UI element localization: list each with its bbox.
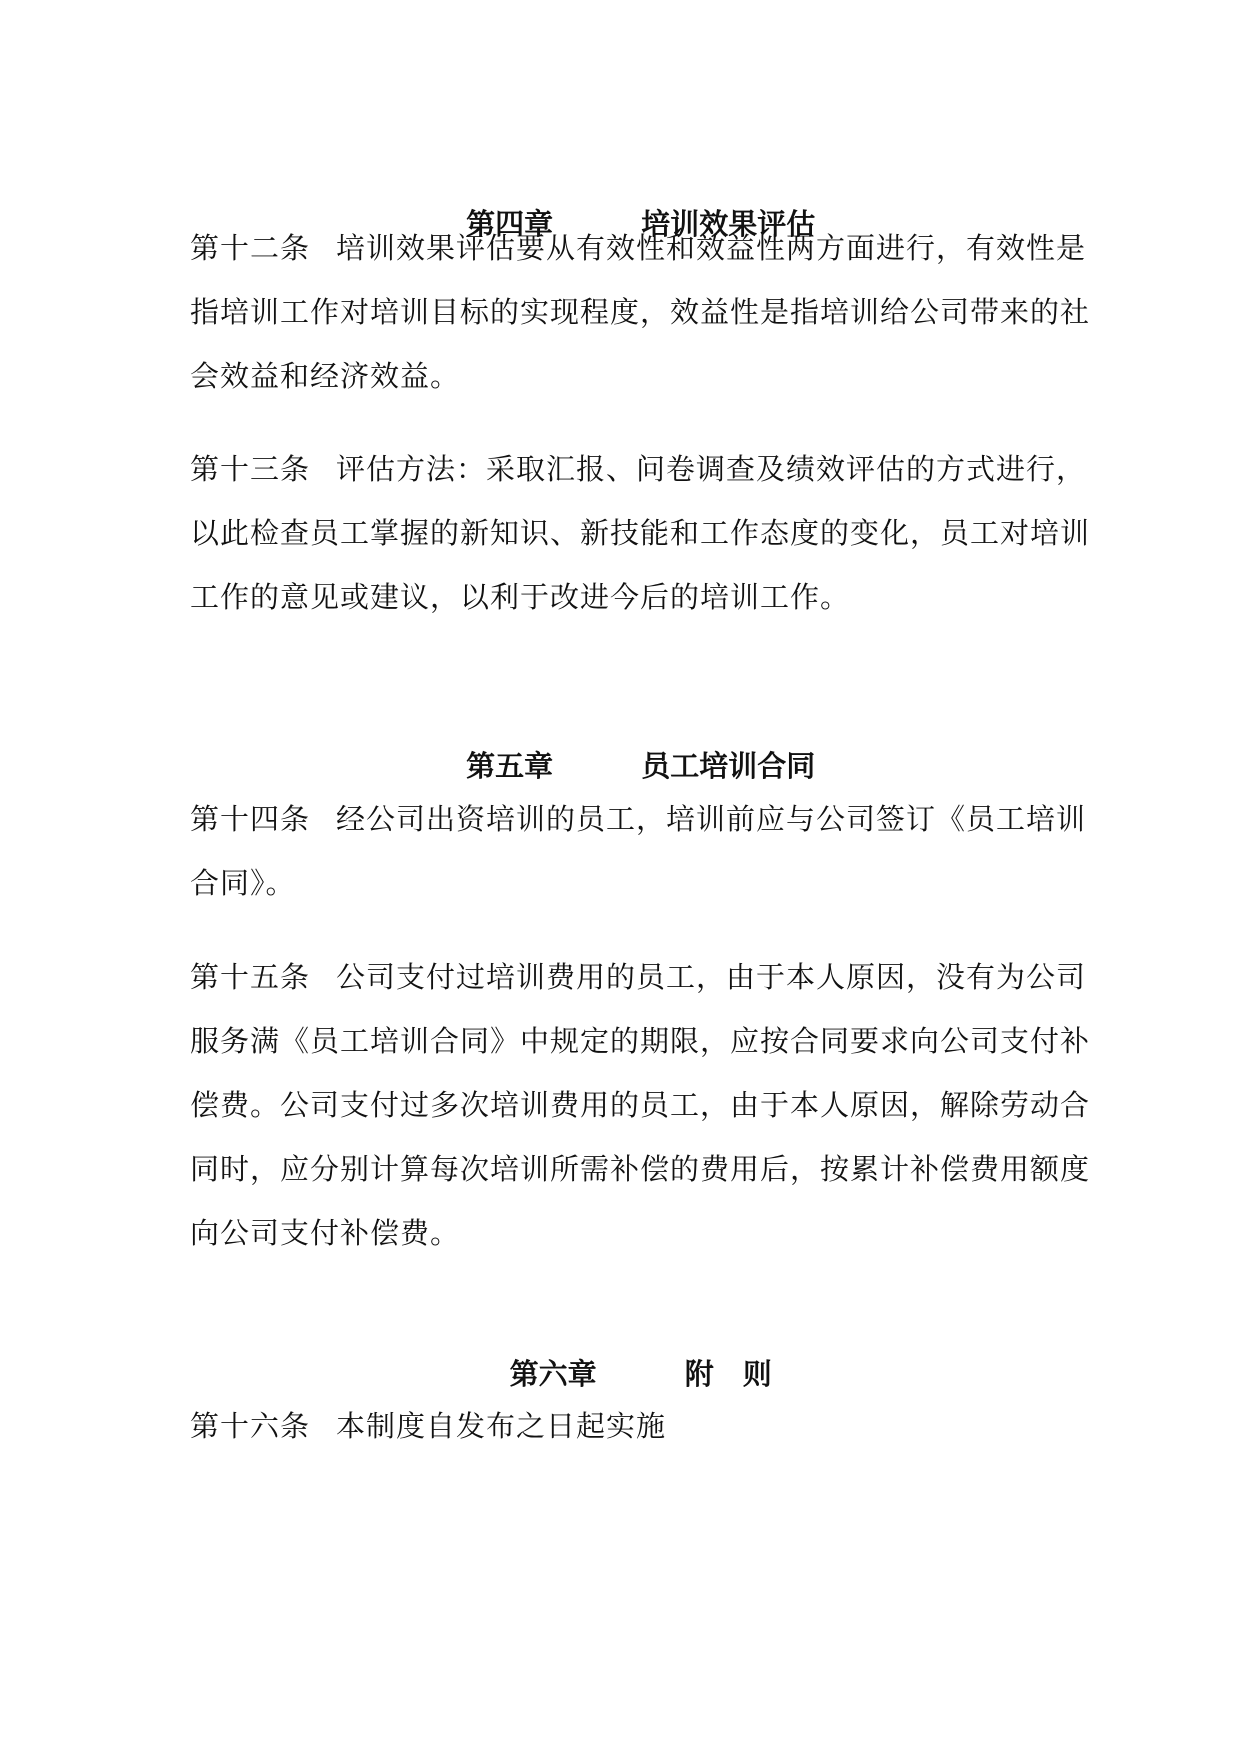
article-16 [190, 1394, 1070, 1458]
article-12 [190, 216, 1091, 408]
article-line: 工作的意见或建议，以利于改进今后的培训工作。 [190, 580, 851, 614]
article-label: 第十六条 [190, 1409, 311, 1443]
chapter-title: 培训效果评估 [641, 207, 816, 241]
article-label: 第十二条 [190, 231, 311, 265]
article-14 [190, 787, 1087, 915]
chapter-number: 第四章 [466, 207, 554, 241]
chapter-number: 第六章 [509, 1357, 597, 1391]
chapter-number: 第五章 [466, 749, 554, 783]
article-label: 第十三条 [190, 452, 311, 486]
article-label: 第十四条 [190, 802, 311, 836]
article-15 [190, 945, 1091, 1265]
article-line: 经公司出资培训的员工，培训前应与公司签订《员工培训 [336, 802, 1087, 836]
article-line: 会效益和经济效益。 [190, 359, 461, 393]
article-line: 偿费。公司支付过多次培训费用的员工，由于本人原因，解除劳动合 [190, 1088, 1091, 1122]
article-label: 第十五条 [190, 960, 311, 994]
chapter-title: 员工培训合同 [641, 749, 816, 783]
article-line: 本制度自发布之日起实施 [336, 1409, 667, 1443]
chapter-title: 附 则 [684, 1357, 772, 1391]
article-line: 培训效果评估要从有效性和效益性两方面进行，有效性是 [336, 231, 1087, 265]
article-line: 向公司支付补偿费。 [190, 1216, 461, 1250]
article-line: 服务满《员工培训合同》中规定的期限，应按合同要求向公司支付补 [190, 1024, 1091, 1058]
article-13 [190, 437, 1091, 629]
article-line: 评估方法：采取汇报、问卷调查及绩效评估的方式进行， [336, 452, 1087, 486]
article-line: 同时，应分别计算每次培训所需补偿的费用后，按累计补偿费用额度 [190, 1152, 1091, 1186]
article-line: 合同》。 [190, 866, 296, 900]
article-line: 以此检查员工掌握的新知识、新技能和工作态度的变化，员工对培训 [190, 516, 1091, 550]
article-line: 公司支付过培训费用的员工，由于本人原因，没有为公司 [336, 960, 1087, 994]
article-line: 指培训工作对培训目标的实现程度，效益性是指培训给公司带来的社 [190, 295, 1091, 329]
